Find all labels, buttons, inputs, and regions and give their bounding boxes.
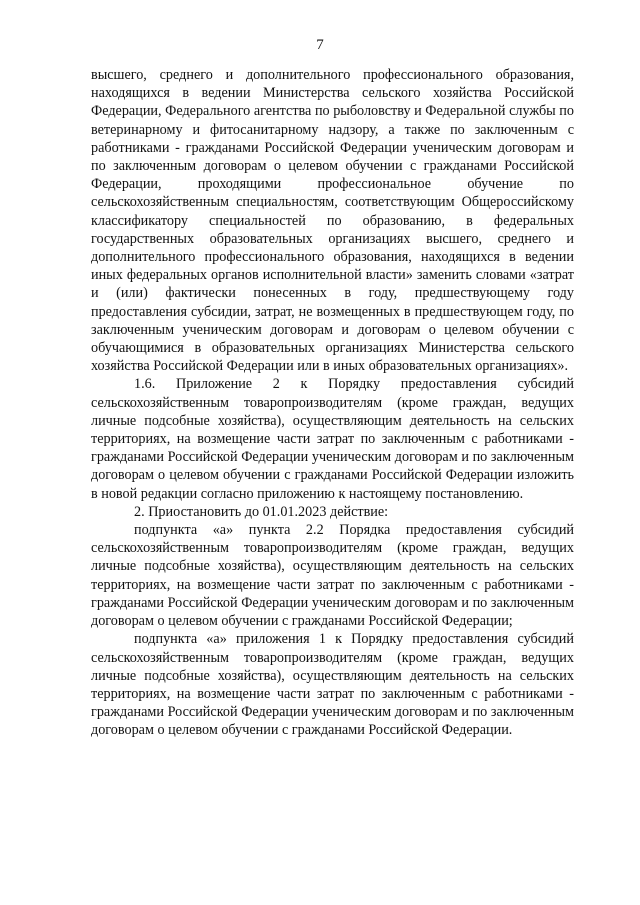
page-number: 7 — [316, 37, 324, 53]
paragraph-item-2: 2. Приостановить до 01.01.2023 действие: — [134, 503, 389, 520]
paragraph-continuation: высшего, среднего и дополнительного профессионального образования, находящихся в ведении Министерства сельского хозяйства Российской Федерации, Федерального агентства по рыболовству и Федеральной службы по ветеринарному и фитосанитарному надзору, а также по заключенным с работниками - гражданами Российской Федерации ученическим договорам и по заключенным договорам о целевом обучении с гражданами Российской Федерации, проходящими профессиональное обучение по сельскохозяйственным специальностям, соответствующим Общероссийскому классификатору специальностей по образованию, в федеральных государственных образовательных организациях высшего, среднего и дополнительного профессионального образования, находящихся в ведении иных федеральных органов исполнительной власти» заменить словами «затрат и (или) фактически понесенных в году, предшествующему году предоставления субсидии, затрат, не возмещенных в предшествующем году, по заключенным ученическим договорам и договорам о целевом обучении с обучающимися в образовательных организациях Министерства сельского хозяйства Российской Федерации или в иных образовательных организациях». — [91, 67, 574, 375]
paragraph-subitem-a-appendix-1: подпункта «а» приложения 1 к Порядку предоставления субсидий сельскохозяйственным товаропроизводителям (кроме граждан, ведущих личные подсобные хозяйства), осуществляющим деятельность на сельских территориях, на возмещение части затрат по заключенным с работниками - гражданами Российской Федерации ученическим договорам и по заключенным договорам о целевом обучении с гражданами Российской Федерации. — [91, 631, 574, 739]
paragraph-item-1-6: 1.6. Приложение 2 к Порядку предоставления субсидий сельскохозяйственным товаропроизводителям (кроме граждан, ведущих личные подсобные хозяйства), осуществляющим деятельность на сельских территориях, на возмещение части затрат по заключенным с работниками - гражданами Российской Федерации ученическим договорам и по заключенным договорам о целевом обучении с гражданами Российской Федерации изложить в новой редакции согласно приложению к настоящему постановлению. — [91, 376, 574, 502]
paragraph-subitem-a-point-2-2: подпункта «а» пункта 2.2 Порядка предоставления субсидий сельскохозяйственным товаропроизводителям (кроме граждан, ведущих личные подсобные хозяйства), осуществляющим деятельность на сельских территориях, на возмещение части затрат по заключенным с работниками - гражданами Российской Федерации ученическим договорам и по заключенным договорам о целевом обучении с гражданами Российской Федерации; — [91, 522, 574, 630]
document-body — [91, 66, 574, 740]
